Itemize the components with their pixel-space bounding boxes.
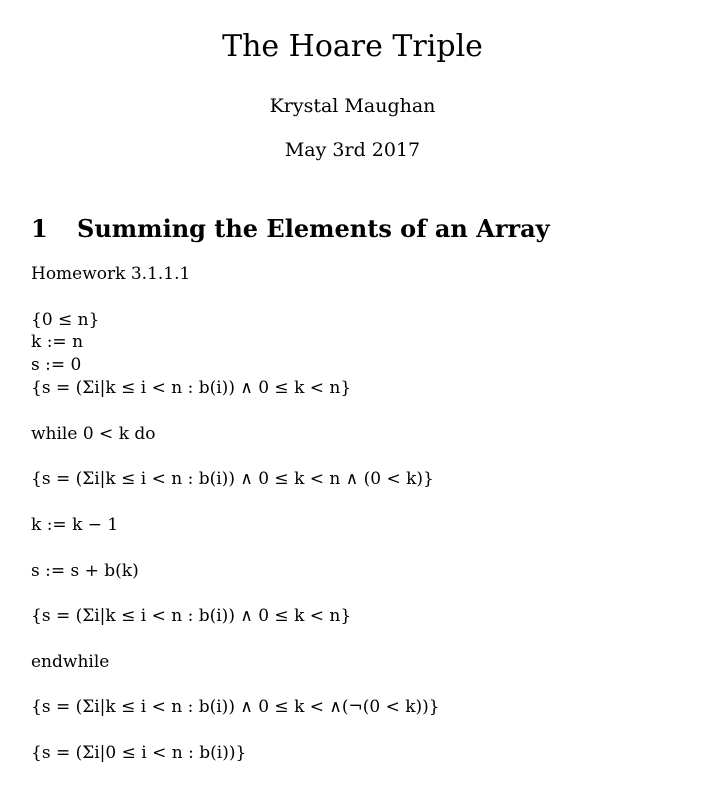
postcondition: {s = (Σi|0 ≤ i < n : b(i))}: [31, 743, 247, 763]
document-title: The Hoare Triple: [222, 29, 483, 64]
document-author: Krystal Maughan: [269, 95, 436, 117]
while-line: while 0 < k do: [31, 424, 156, 444]
document-date: May 3rd 2017: [284, 139, 421, 161]
exit-condition: {s = (Σi|k ≤ i < n : b(i)) ∧ 0 ≤ k < ∧(¬(0 < k))}: [31, 697, 440, 717]
section-heading: [31, 213, 550, 245]
decrement-k: k := k − 1: [31, 515, 119, 535]
loop-precondition: {s = (Σi|k ≤ i < n : b(i)) ∧ 0 ≤ k < n ∧ (0 < k)}: [31, 469, 434, 489]
section-title: Summing the Elements of an Array: [77, 214, 550, 243]
endwhile-line: endwhile: [31, 652, 110, 672]
invariant-init: {s = (Σi|k ≤ i < n : b(i)) ∧ 0 ≤ k < n}: [31, 378, 352, 398]
section-number: 1: [31, 214, 48, 243]
loop-postcondition: {s = (Σi|k ≤ i < n : b(i)) ∧ 0 ≤ k < n}: [31, 606, 352, 626]
assign-k: k := n: [31, 332, 84, 352]
assign-s: s := 0: [31, 355, 82, 375]
homework-label: Homework 3.1.1.1: [31, 264, 191, 284]
accumulate-s: s := s + b(k): [31, 561, 139, 581]
precondition: {0 ≤ n}: [31, 310, 100, 330]
